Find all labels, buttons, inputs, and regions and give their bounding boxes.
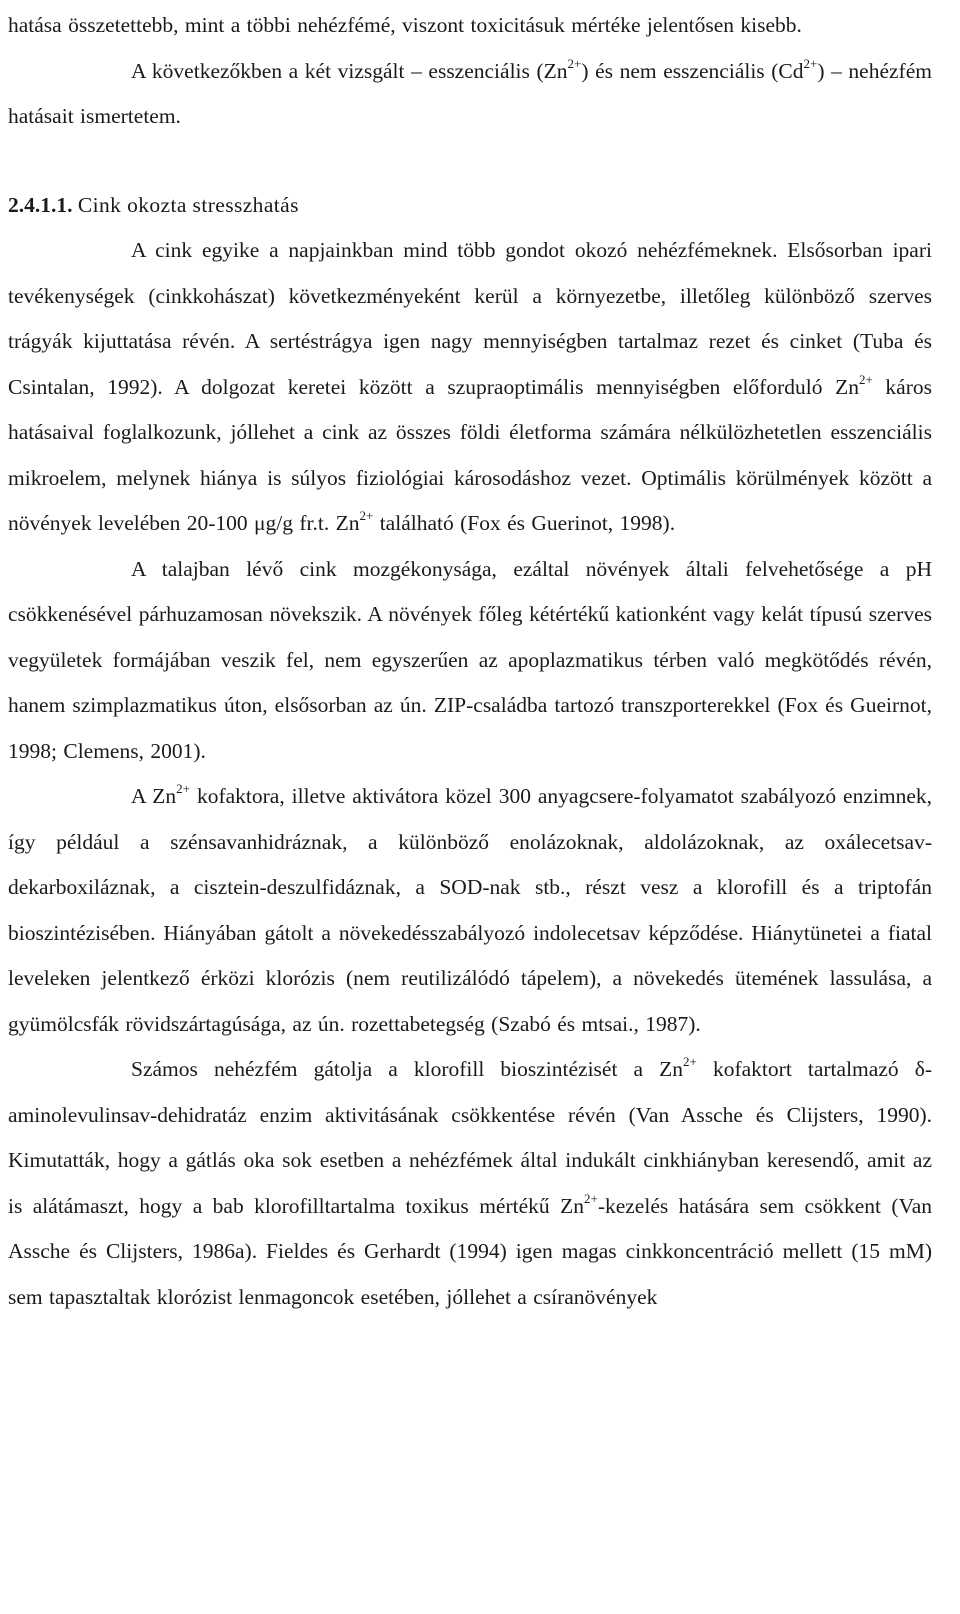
text-run: kofaktort tartalmazó δ-aminolevulinsav-dehidratáz enzim aktivitásának csökkentése révén (Van Assche és Clijsters, 1990). Kimutatták, hogy a gátlás oka sok esetben a nehézfémek által indukált cinkhiányban keresendő, amit az is alátámaszt, hogy a bab klorofilltartalma toxikus mértékű Zn (8, 1057, 932, 1218)
paragraph-zinc-mobility (8, 547, 932, 775)
text-run: A cink egyike a napjainkban mind több gondot okozó nehézfémeknek. Elsősorban ipari tevékenységek (cinkkohászat) következményeként kerül a környezetbe, illetőleg különböző szerves trágyák kijuttatása révén. A sertéstrágya igen nagy mennyiségben tartalmaz rezet és cinket (Tuba és Csintalan, 1992). A dolgozat keretei között a szupraoptimális mennyiségben előforduló Zn (8, 238, 932, 399)
text-run: található (Fox és Guerinot, 1998). (373, 511, 676, 535)
text-run: kofaktora, illetve aktivátora közel 300 anyagcsere-folyamatot szabályozó enzimnek, így például a szénsavanhidráznak, a különböző enolázoknak, aldolázoknak, az oxálecetsav-dekarboxiláznak, a cisztein-deszulfidáznak, a SOD-nak stb., részt vesz a klorofill és a triptofán bioszintézisében. Hiányában gátolt a növekedésszabályozó indolecetsav képződése. Hiánytünetei a fiatal leveleken jelentkező érközi klorózis (nem reutilizálódó tápelem), a növekedés ütemének lassulása, a gyümölcsfák rövidszártagúsága, az ún. rozettabetegség (Szabó és mtsai., 1987). (8, 784, 933, 1036)
section-number: 2.4.1.1. (8, 192, 73, 217)
superscript: 2+ (176, 781, 191, 796)
text-run: -kezelés hatására sem csökkent (Van Assche és Clijsters, 1986a). Fieldes és Gerhardt (1994) igen magas cinkkoncentráció mellett (15 mM) sem tapasztaltak klorózist lenmagoncok esetében, jóllehet a csíranövények (8, 1193, 933, 1309)
superscript: 2+ (858, 371, 873, 387)
superscript: 2+ (803, 55, 818, 71)
section-title: Cink okozta stresszhatás (77, 192, 299, 217)
text-run: A Zn (131, 784, 177, 808)
section-heading (8, 183, 932, 229)
document-page (8, 0, 932, 1320)
superscript: 2+ (583, 1190, 598, 1206)
paragraph-chlorophyll (8, 1047, 932, 1320)
paragraph-intro (8, 49, 932, 140)
text-run: Számos nehézfém gátolja a klorofill bioszintézisét a Zn (131, 1057, 684, 1081)
superscript: 2+ (567, 55, 582, 71)
text-run: hatása összetettebb, mint a többi nehézfémé, viszont toxicitásuk mértéke jelentősen kisebb. (8, 13, 802, 37)
text-run: ) és nem esszenciális (Cd (581, 58, 804, 83)
paragraph-zinc-cofactor (8, 774, 932, 1047)
superscript: 2+ (359, 508, 374, 523)
paragraph-continuation (8, 3, 932, 49)
text-run: ) – nehézfém hatásait ismertetem. (8, 58, 932, 128)
text-run: A következőkben a két vizsgált – esszenciális (Zn (131, 58, 568, 83)
text-run: A talajban lévő cink mozgékonysága, ezáltal növények általi felvehetősége a pH csökkenésével párhuzamosan növekszik. A növények főleg kétértékű kationként vagy kelát típusú szerves vegyületek formájában veszik fel, nem egyszerűen az apoplazmatikus térben való megkötődés révén, hanem szimplazmatikus úton, elsősorban az ún. ZIP-családba tartozó transzporterekkel (Fox és Gueirnot, 1998; Clemens, 2001). (8, 556, 932, 763)
text-run: káros hatásaival foglalkozunk, jóllehet a cink az összes földi életforma számára nélkülözhetetlen esszenciális mikroelem, melynek hiánya is súlyos fiziológiai károsodáshoz vezet. Optimális körülmények között a növények levelében 20-100 μg/g fr.t. Zn (8, 374, 932, 535)
superscript: 2+ (683, 1054, 697, 1069)
paragraph-zinc-sources (8, 228, 932, 547)
